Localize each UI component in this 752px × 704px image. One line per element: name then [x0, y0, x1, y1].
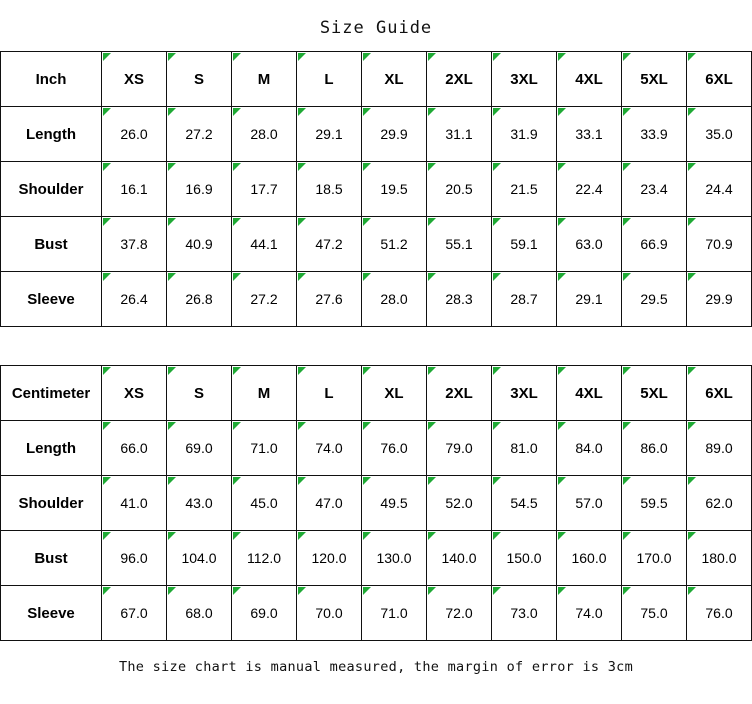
column-header-l: L	[297, 366, 362, 421]
cell-inch-shoulder-xl: 19.5	[362, 162, 427, 217]
cell-cm-length-xl: 76.0	[362, 421, 427, 476]
cell-cm-sleeve-3xl: 73.0	[492, 586, 557, 641]
row-label-bust: Bust	[1, 217, 102, 272]
cell-inch-bust-4xl: 63.0	[557, 217, 622, 272]
cell-inch-length-m: 28.0	[232, 107, 297, 162]
cell-inch-length-4xl: 33.1	[557, 107, 622, 162]
cell-inch-bust-3xl: 59.1	[492, 217, 557, 272]
measurement-disclaimer: The size chart is manual measured, the margin of error is 3cm	[118, 659, 634, 675]
cell-inch-shoulder-s: 16.9	[167, 162, 232, 217]
cell-cm-length-2xl: 79.0	[427, 421, 492, 476]
cell-inch-length-xl: 29.9	[362, 107, 427, 162]
cell-inch-shoulder-l: 18.5	[297, 162, 362, 217]
cell-inch-sleeve-4xl: 29.1	[557, 272, 622, 327]
table-row	[1, 586, 752, 641]
column-header-xs: XS	[102, 366, 167, 421]
row-label-sleeve: Sleeve	[1, 586, 102, 641]
cell-cm-sleeve-2xl: 72.0	[427, 586, 492, 641]
cell-cm-length-5xl: 86.0	[622, 421, 687, 476]
cell-cm-sleeve-4xl: 74.0	[557, 586, 622, 641]
cell-cm-sleeve-6xl: 76.0	[687, 586, 752, 641]
cell-cm-shoulder-4xl: 57.0	[557, 476, 622, 531]
cell-inch-sleeve-m: 27.2	[232, 272, 297, 327]
column-header-4xl: 4XL	[557, 366, 622, 421]
cell-inch-sleeve-5xl: 29.5	[622, 272, 687, 327]
cell-cm-shoulder-6xl: 62.0	[687, 476, 752, 531]
column-header-6xl: 6XL	[687, 52, 752, 107]
table-header-row	[1, 366, 752, 421]
table-row	[1, 107, 752, 162]
cell-inch-sleeve-6xl: 29.9	[687, 272, 752, 327]
table-row	[1, 531, 752, 586]
cell-cm-sleeve-s: 68.0	[167, 586, 232, 641]
cell-inch-sleeve-xs: 26.4	[102, 272, 167, 327]
column-header-xs: XS	[102, 52, 167, 107]
cell-cm-bust-xs: 96.0	[102, 531, 167, 586]
cell-cm-bust-s: 104.0	[167, 531, 232, 586]
cell-inch-length-xs: 26.0	[102, 107, 167, 162]
page-title: Size Guide	[319, 18, 433, 38]
column-header-l: L	[297, 52, 362, 107]
cell-cm-sleeve-xl: 71.0	[362, 586, 427, 641]
row-label-sleeve: Sleeve	[1, 272, 102, 327]
size-table-centimeter	[0, 365, 752, 641]
column-header-xl: XL	[362, 52, 427, 107]
table-row	[1, 217, 752, 272]
cell-inch-shoulder-3xl: 21.5	[492, 162, 557, 217]
cell-cm-sleeve-m: 69.0	[232, 586, 297, 641]
cell-inch-shoulder-4xl: 22.4	[557, 162, 622, 217]
cell-inch-shoulder-xs: 16.1	[102, 162, 167, 217]
cell-cm-length-4xl: 84.0	[557, 421, 622, 476]
cell-inch-bust-2xl: 55.1	[427, 217, 492, 272]
cell-cm-shoulder-3xl: 54.5	[492, 476, 557, 531]
cell-cm-shoulder-l: 47.0	[297, 476, 362, 531]
cell-inch-sleeve-2xl: 28.3	[427, 272, 492, 327]
cell-inch-bust-xs: 37.8	[102, 217, 167, 272]
unit-header-centimeter: Centimeter	[1, 366, 102, 421]
row-label-shoulder: Shoulder	[1, 162, 102, 217]
table-gap-divider	[0, 327, 752, 365]
cell-cm-bust-xl: 130.0	[362, 531, 427, 586]
cell-cm-shoulder-5xl: 59.5	[622, 476, 687, 531]
cell-cm-sleeve-xs: 67.0	[102, 586, 167, 641]
column-header-2xl: 2XL	[427, 52, 492, 107]
table-row	[1, 162, 752, 217]
cell-cm-length-xs: 66.0	[102, 421, 167, 476]
cell-cm-shoulder-s: 43.0	[167, 476, 232, 531]
cell-inch-bust-5xl: 66.9	[622, 217, 687, 272]
cell-inch-sleeve-xl: 28.0	[362, 272, 427, 327]
cell-inch-bust-xl: 51.2	[362, 217, 427, 272]
cell-cm-bust-3xl: 150.0	[492, 531, 557, 586]
table-row	[1, 476, 752, 531]
cell-inch-shoulder-2xl: 20.5	[427, 162, 492, 217]
row-label-shoulder: Shoulder	[1, 476, 102, 531]
cell-cm-bust-m: 112.0	[232, 531, 297, 586]
cell-inch-shoulder-m: 17.7	[232, 162, 297, 217]
size-table-inch	[0, 51, 752, 327]
cell-cm-shoulder-m: 45.0	[232, 476, 297, 531]
cell-cm-length-6xl: 89.0	[687, 421, 752, 476]
cell-inch-bust-l: 47.2	[297, 217, 362, 272]
column-header-m: M	[232, 52, 297, 107]
cell-cm-bust-5xl: 170.0	[622, 531, 687, 586]
cell-inch-length-l: 29.1	[297, 107, 362, 162]
cell-inch-length-3xl: 31.9	[492, 107, 557, 162]
cell-cm-length-3xl: 81.0	[492, 421, 557, 476]
table-row	[1, 421, 752, 476]
cell-cm-bust-l: 120.0	[297, 531, 362, 586]
cell-inch-shoulder-5xl: 23.4	[622, 162, 687, 217]
cell-cm-shoulder-xs: 41.0	[102, 476, 167, 531]
column-header-s: S	[167, 366, 232, 421]
table-row	[1, 272, 752, 327]
column-header-5xl: 5XL	[622, 52, 687, 107]
cell-cm-shoulder-xl: 49.5	[362, 476, 427, 531]
row-label-length: Length	[1, 421, 102, 476]
column-header-m: M	[232, 366, 297, 421]
cell-inch-length-5xl: 33.9	[622, 107, 687, 162]
cell-cm-sleeve-5xl: 75.0	[622, 586, 687, 641]
unit-header-inch: Inch	[1, 52, 102, 107]
column-header-xl: XL	[362, 366, 427, 421]
column-header-3xl: 3XL	[492, 366, 557, 421]
cell-inch-sleeve-l: 27.6	[297, 272, 362, 327]
column-header-3xl: 3XL	[492, 52, 557, 107]
cell-inch-length-2xl: 31.1	[427, 107, 492, 162]
column-header-5xl: 5XL	[622, 366, 687, 421]
cell-inch-sleeve-3xl: 28.7	[492, 272, 557, 327]
cell-cm-length-s: 69.0	[167, 421, 232, 476]
cell-cm-bust-6xl: 180.0	[687, 531, 752, 586]
cell-inch-shoulder-6xl: 24.4	[687, 162, 752, 217]
row-label-bust: Bust	[1, 531, 102, 586]
cell-inch-sleeve-s: 26.8	[167, 272, 232, 327]
cell-cm-length-l: 74.0	[297, 421, 362, 476]
cell-cm-sleeve-l: 70.0	[297, 586, 362, 641]
column-header-4xl: 4XL	[557, 52, 622, 107]
cell-inch-length-6xl: 35.0	[687, 107, 752, 162]
column-header-2xl: 2XL	[427, 366, 492, 421]
cell-cm-shoulder-2xl: 52.0	[427, 476, 492, 531]
cell-inch-bust-m: 44.1	[232, 217, 297, 272]
cell-inch-bust-6xl: 70.9	[687, 217, 752, 272]
cell-inch-length-s: 27.2	[167, 107, 232, 162]
table-header-row	[1, 52, 752, 107]
cell-cm-bust-4xl: 160.0	[557, 531, 622, 586]
column-header-6xl: 6XL	[687, 366, 752, 421]
row-label-length: Length	[1, 107, 102, 162]
cell-cm-bust-2xl: 140.0	[427, 531, 492, 586]
cell-inch-bust-s: 40.9	[167, 217, 232, 272]
cell-cm-length-m: 71.0	[232, 421, 297, 476]
column-header-s: S	[167, 52, 232, 107]
